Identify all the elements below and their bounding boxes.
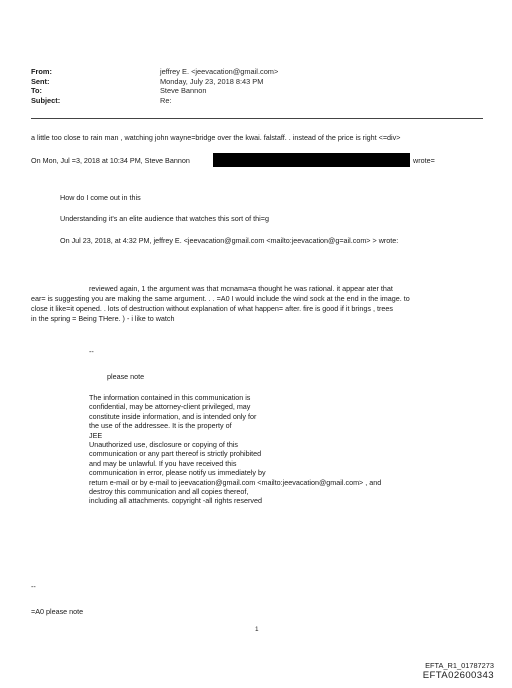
- reviewed-line-1: reviewed again, 1 the argument was that mcnama=a thought he was rational. it appear ater that: [89, 284, 393, 293]
- reviewed-line-2: ear= is suggesting you are making the same argument. . . =A0 I would include the wind sock at the end in the image. to: [31, 294, 410, 303]
- to-label: To:: [31, 86, 42, 96]
- reviewed-line-4: in the spring = Being THere. ) - i like to watch: [31, 314, 175, 323]
- sent-row: [31, 77, 278, 87]
- conf-line-9: communication in error, please notify us immediately by: [89, 468, 266, 478]
- conf-line-2: confidential, may be attorney-client privileged, may: [89, 402, 251, 412]
- header-divider: [31, 118, 483, 119]
- signature-dashes-2: --: [31, 582, 36, 591]
- page-number: 1: [255, 626, 259, 633]
- from-label: From:: [31, 67, 52, 76]
- confidentiality-notice: [89, 393, 381, 506]
- bates-small: EFTA_R1_01787273: [425, 661, 494, 670]
- sent-label: Sent:: [31, 76, 50, 86]
- conf-line-10: return e-mail or by e-mail to jeevacation@gmail.com <mailto:jeevacation@gmail.com> , and: [89, 477, 382, 487]
- conf-line-7: communication or any part thereof is strictly prohibited: [89, 449, 262, 459]
- quote-line-2: Understanding it's an elite audience that watches this sort of thi=g: [60, 214, 269, 223]
- from-value: jeffrey E. <jeevacation@gmail.com>: [160, 67, 279, 76]
- conf-line-1: The information contained in this communication is: [89, 393, 251, 402]
- subject-row: [31, 96, 278, 106]
- redaction-box: [213, 153, 410, 167]
- to-value: Steve Bannon: [160, 86, 207, 96]
- email-header: [31, 67, 278, 105]
- conf-line-3: constitute inside information, and is intended only for: [89, 411, 257, 421]
- conf-line-4: the use of the addressee. It is the property of: [89, 421, 232, 431]
- on-mon-prefix: On Mon, Jul =3, 2018 at 10:34 PM, Steve Bannon: [31, 156, 190, 165]
- signature-dashes-1: --: [89, 347, 94, 356]
- quote-line-1: How do I come out in this: [60, 193, 141, 202]
- conf-line-11: destroy this communication and all copies thereof,: [89, 487, 249, 497]
- bates-large: EFTA02600343: [422, 670, 494, 681]
- sent-value: Monday, July 23, 2018 8:43 PM: [160, 76, 264, 86]
- on-mon-suffix: wrote=: [413, 156, 435, 165]
- body-line-1: a little too close to rain man , watching john wayne=bridge over the kwai. falstaff. . instead of the price is right <=div>: [31, 133, 401, 142]
- conf-line-6: Unauthorized use, disclosure or copying of this: [89, 440, 239, 450]
- subject-value: Re:: [160, 95, 172, 105]
- a0-please-note: =A0 please note: [31, 607, 84, 616]
- from-row: [31, 67, 278, 77]
- to-row: [31, 86, 278, 96]
- quote-line-3: On Jul 23, 2018, at 4:32 PM, jeffrey E. <jeevacation@gmail.com <mailto:jeevacation@g=ail.com> > wrote:: [60, 236, 399, 245]
- conf-line-5: JEE: [89, 430, 103, 440]
- conf-line-8: and may be unlawful. If you have received this: [89, 458, 237, 468]
- conf-line-12: including all attachments. copyright -all rights reserved: [89, 496, 262, 506]
- reviewed-line-3: close it like=it opened. . lots of destruction without explanation of what happen= after. fire is good if it brings , trees: [31, 304, 393, 313]
- subject-label: Subject:: [31, 95, 61, 105]
- please-note-1: please note: [107, 372, 145, 381]
